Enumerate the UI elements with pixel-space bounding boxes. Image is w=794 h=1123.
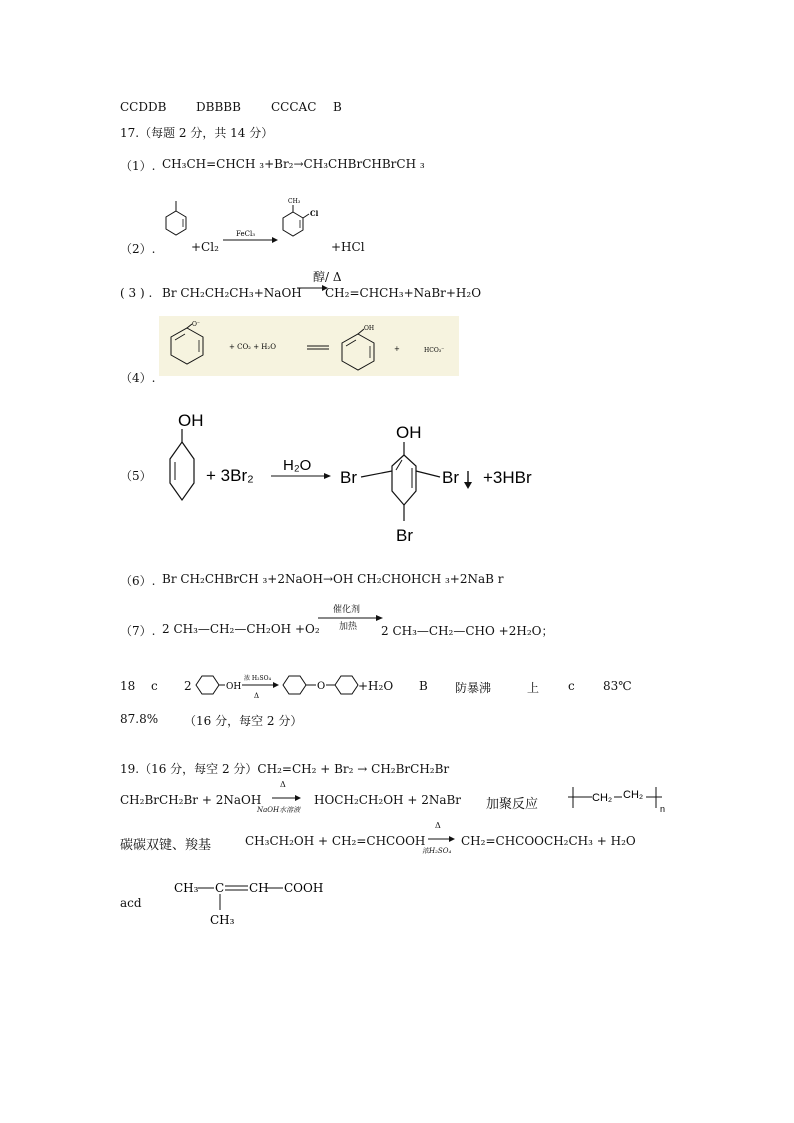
- q17-3-condition: 醇/ Δ: [313, 270, 342, 284]
- q18-answer-6: 83℃: [603, 679, 632, 693]
- answer-group-1: CCDDB: [120, 100, 167, 114]
- q17-2-scheme: [150, 195, 410, 255]
- q19-line-1: 19.（16 分，每空 2 分）CH₂=CH₂ + Br₂ → CH₂BrCH₂Br: [120, 762, 450, 776]
- ether-oxygen: O: [317, 681, 326, 692]
- q18-number: 18: [120, 679, 136, 693]
- q17-7-cond-top: 催化剂: [333, 605, 361, 615]
- q17-7-label: （7）.: [120, 624, 156, 638]
- carbon-c: C: [215, 881, 225, 895]
- q17-6-equation: Br CH₂CHBrCH ₃+2NaOH→OH CH₂CHOHCH ₃+2NaB r: [162, 572, 504, 586]
- phenoxide-structure: [171, 324, 203, 364]
- sulfuric-acid-condition: 浓 H₂SO₄: [244, 675, 271, 682]
- ch3-top: CH₃: [174, 881, 199, 895]
- equals-sign: [307, 346, 329, 349]
- q17-5-scheme: [150, 405, 550, 550]
- q19-line-3-cond-top: Δ: [435, 821, 441, 830]
- phenol-oh-label: OH: [364, 325, 375, 332]
- q18-coefficient: 2: [184, 679, 192, 693]
- catalyst-label: FeCl₃: [236, 230, 256, 238]
- tribromophenol-ring: [361, 442, 440, 521]
- cyclohexanol-ring: [196, 676, 225, 694]
- heat-condition: Δ: [254, 692, 260, 700]
- q17-2-reagent: +Cl₂: [191, 240, 219, 254]
- q19-line-3-cond-bottom: 浓H₂SO₄: [422, 847, 452, 855]
- bromo-right: Br: [442, 468, 459, 487]
- q19-line-2-lhs: CH₂BrCH₂Br + 2NaOH: [120, 793, 262, 807]
- methyl-label: CH₃: [288, 198, 301, 205]
- q19-line-3-rhs: CH₂=CHCOOCH₂CH₃ + H₂O: [461, 834, 636, 848]
- answer-group-3: CCCAC: [271, 100, 317, 114]
- q17-2-product: +HCl: [331, 240, 365, 254]
- poly-ch2-b: CH₂: [623, 789, 644, 801]
- q18-score-note: （16 分，每空 2 分）: [184, 714, 303, 728]
- q19-line-4-answer: acd: [120, 896, 142, 910]
- phenoxide-o-label: O⁻: [192, 321, 201, 328]
- q18-answer-3: 防暴沸: [455, 681, 492, 695]
- hbr-product: +3HBr: [483, 468, 532, 487]
- q19-line-2-cond-top: Δ: [280, 780, 286, 789]
- water-condition: H₂O: [283, 457, 312, 474]
- q18-answer-5: c: [568, 679, 575, 693]
- q17-7-cond-bottom: 加热: [339, 622, 358, 632]
- q19-line-3-arrow: [420, 833, 460, 845]
- q19-functional-groups: 碳碳双键、羧基: [120, 838, 212, 853]
- phenol-oh: OH: [178, 411, 204, 430]
- bromo-bottom: Br: [396, 526, 413, 545]
- plus-sign: +: [394, 345, 400, 353]
- reagents-label: + CO₂ + H₂O: [229, 343, 276, 351]
- q17-3-lhs: Br CH₂CH₂CH₃+NaOH: [162, 286, 302, 300]
- polyethylene-structure: [566, 784, 676, 814]
- phenol-ring: [170, 429, 194, 500]
- carbon-ch: CH: [249, 881, 269, 895]
- q17-7-lhs: 2 CH₃—CH₂—CH₂OH +O₂: [162, 622, 320, 636]
- q18-yield: 87.8%: [120, 712, 159, 726]
- q17-1-label: （1）.: [120, 159, 156, 173]
- answer-group-2: DBBBB: [196, 100, 241, 114]
- q17-4-scheme: [159, 316, 459, 376]
- poly-n: n: [660, 804, 666, 814]
- chlorotoluene-structure: [283, 205, 309, 236]
- ch3-bottom: CH₃: [210, 913, 235, 927]
- q19-line-2-arrow: [262, 792, 312, 804]
- q17-6-label: （6）.: [120, 574, 156, 588]
- q18-answer-1: c: [151, 679, 158, 693]
- cyclohexanol-oh: OH: [226, 682, 242, 692]
- poly-ch2-a: CH₂: [592, 792, 613, 804]
- toluene-structure: [166, 201, 186, 235]
- chloro-label: Cl: [310, 209, 319, 218]
- q17-3-label: ( 3 ) .: [120, 286, 153, 300]
- methylbutenoic-acid-structure: [170, 876, 340, 930]
- bromo-left: Br: [340, 468, 357, 487]
- q17-5-label: （5）: [120, 469, 152, 483]
- q17-4-label: （4）.: [120, 371, 156, 385]
- phenol-structure: [342, 329, 374, 370]
- q18-answer-4: 上: [527, 681, 540, 695]
- q17-1-equation: CH₃CH=CHCH ₃+Br₂→CH₃CHBrCHBrCH ₃: [162, 157, 425, 171]
- q17-header: 17.（每题 2 分，共 14 分）: [120, 126, 274, 140]
- q17-7-rhs: 2 CH₃—CH₂—CHO +2H₂O；: [381, 624, 554, 638]
- q19-line-3-lhs: CH₃CH₂OH + CH₂=CHCOOH: [245, 834, 426, 848]
- q18-water: +H₂O: [358, 679, 394, 693]
- q19-reaction-type: 加聚反应: [486, 797, 539, 812]
- product-oh: OH: [396, 423, 422, 442]
- q19-line-2-rhs: HOCH₂CH₂OH + 2NaBr: [314, 793, 462, 807]
- q19-line-2-cond-bottom: NaOH水溶液: [257, 806, 301, 814]
- q17-2-label: （2）.: [120, 242, 156, 256]
- q17-3-rhs: CH₂=CHCH₃+NaBr+H₂O: [325, 286, 482, 300]
- bromine-reagent: + 3Br₂: [206, 466, 254, 485]
- reaction-arrow: [242, 682, 279, 688]
- answer-group-4: B: [333, 100, 342, 114]
- cooh-group: COOH: [284, 881, 324, 895]
- precipitate-arrow: [464, 471, 472, 489]
- bicarbonate-label: HCO₃⁻: [424, 347, 445, 354]
- q18-answer-2: B: [419, 679, 428, 693]
